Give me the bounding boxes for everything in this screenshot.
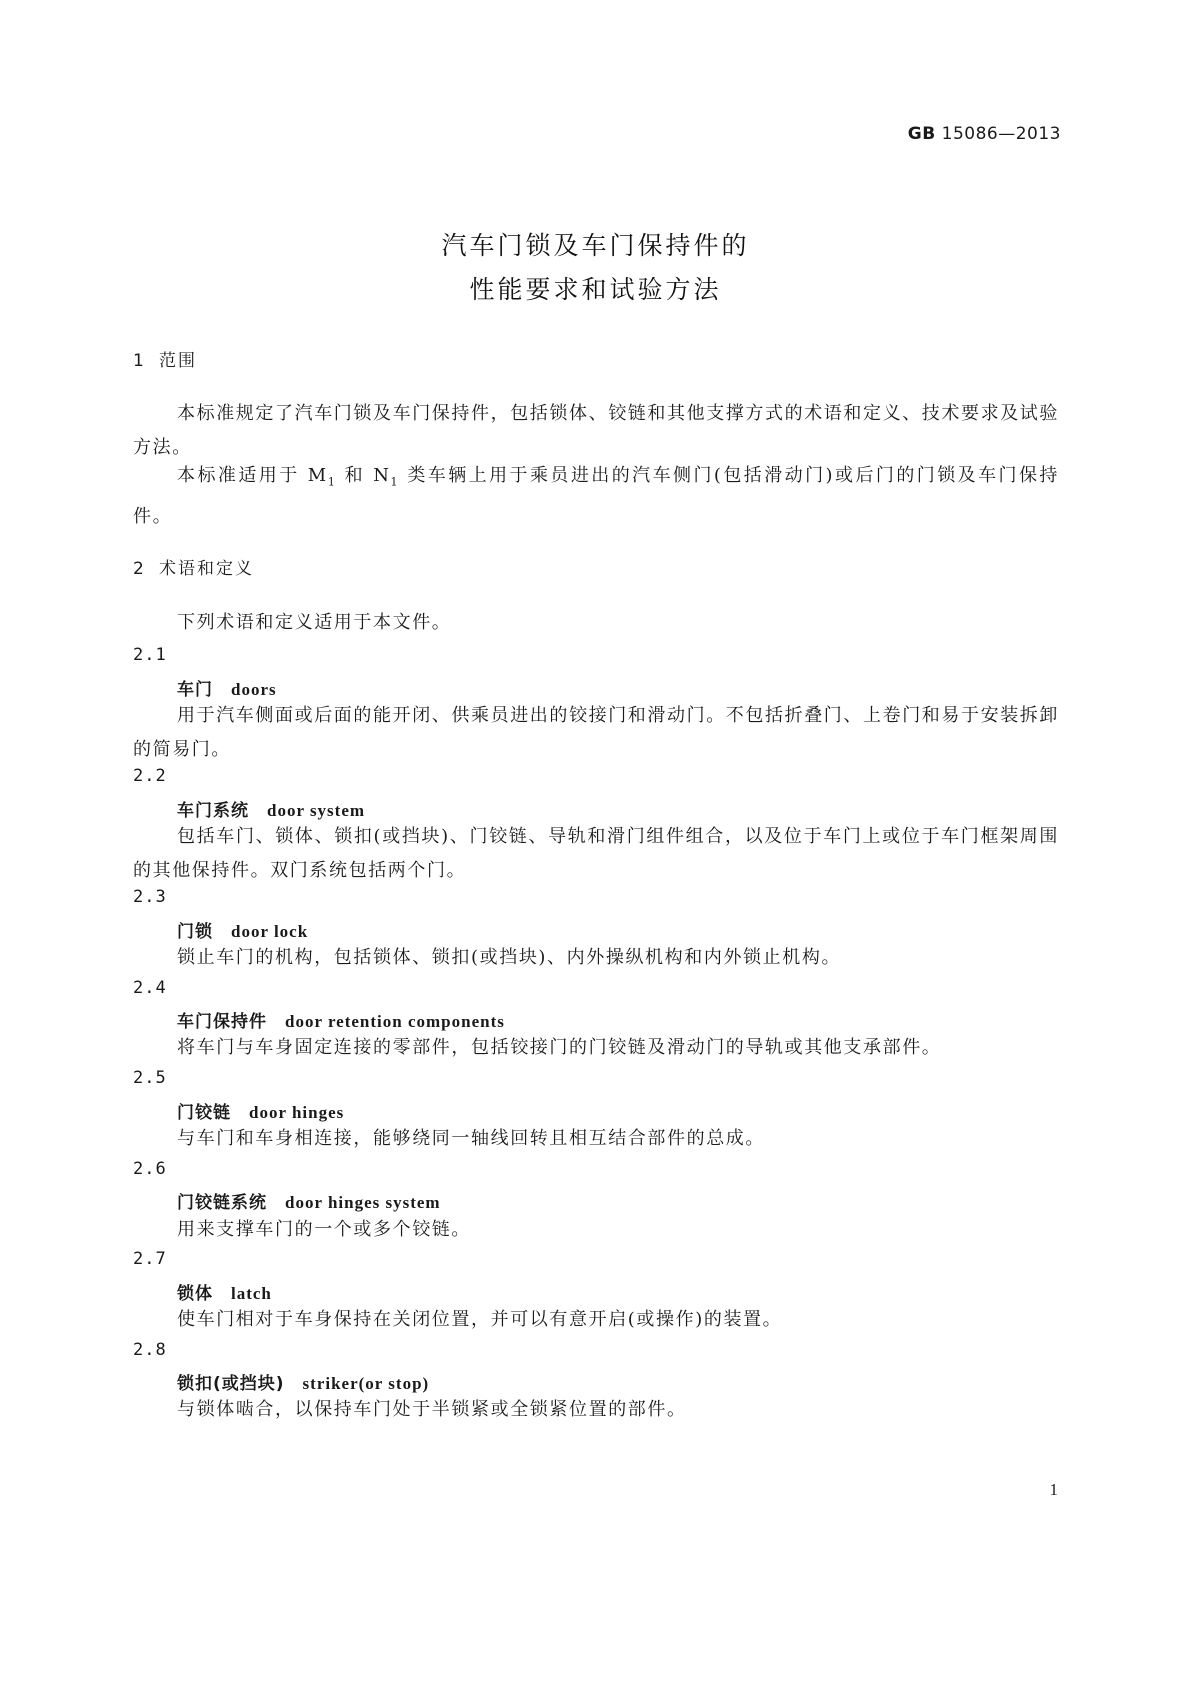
term-title: 锁扣(或挡块) striker(or stop) xyxy=(177,1374,430,1394)
section-title: 范围 xyxy=(159,351,197,371)
term-definition: 将车门与车身固定连接的零部件，包括铰接门的门铰链及滑动门的导轨或其他支承部件。 xyxy=(177,1037,942,1058)
term-definition: 包括车门、锁体、锁扣(或挡块)、门铰链、导轨和滑门组件组合，以及位于车门上或位于车门框架周围的其他保持件。双门系统包括两个门。 xyxy=(133,826,1059,881)
clause-number: 2.1 xyxy=(133,645,167,665)
term-title: 锁体 latch xyxy=(177,1284,272,1304)
section-1-heading xyxy=(133,346,197,371)
section-2-heading xyxy=(133,554,254,579)
scope-paragraph-1: 本标准规定了汽车门锁及车门保持件，包括锁体、铰链和其他支撑方式的术语和定义、技术要求及试验方法。 xyxy=(133,403,1059,458)
term-title: 车门 doors xyxy=(177,680,277,700)
document-title-line1: 汽车门锁及车门保持件的 xyxy=(441,231,750,260)
term-title: 门锁 door lock xyxy=(177,922,309,942)
clause-number: 2.5 xyxy=(133,1068,167,1088)
term-definition: 与车门和车身相连接，能够绕同一轴线回转且相互结合部件的总成。 xyxy=(177,1128,765,1149)
term-definition: 与锁体啮合，以保持车门处于半锁紧或全锁紧位置的部件。 xyxy=(177,1399,687,1420)
section-number: 1 xyxy=(133,351,146,371)
term-title: 门铰链 door hinges xyxy=(177,1103,345,1123)
standard-prefix: GB xyxy=(907,124,936,144)
term-title: 车门系统 door system xyxy=(177,801,366,821)
term-definition: 锁止车门的机构，包括锁体、锁扣(或挡块)、内外操纵机构和内外锁止机构。 xyxy=(177,947,842,968)
term-definition: 使车门相对于车身保持在关闭位置，并可以有意开启(或操作)的装置。 xyxy=(177,1309,783,1330)
clause-number: 2.2 xyxy=(133,766,167,786)
term-title: 车门保持件 door retention components xyxy=(177,1012,505,1032)
clause-number: 2.6 xyxy=(133,1159,167,1179)
terms-intro: 下列术语和定义适用于本文件。 xyxy=(177,612,452,633)
standard-number: 15086—2013 xyxy=(941,124,1061,144)
clause-number: 2.4 xyxy=(133,978,167,998)
standard-code xyxy=(908,124,1061,144)
clause-number: 2.3 xyxy=(133,887,167,907)
section-title: 术语和定义 xyxy=(159,559,254,579)
document-title-line2: 性能要求和试验方法 xyxy=(469,275,722,304)
term-definition: 用于汽车侧面或后面的能开闭、供乘员进出的铰接门和滑动门。不包括折叠门、上卷门和易于安装拆卸的简易门。 xyxy=(133,705,1059,760)
clause-number: 2.7 xyxy=(133,1249,167,1269)
page-number: 1 xyxy=(1049,1480,1058,1499)
scope-paragraph-2: 本标准适用于 $M_1$ 和 $N_1$ 类车辆上用于乘员进出的汽车侧门(包括滑动门)或后门的门锁及车门保持件。 xyxy=(133,465,1059,527)
clause-number: 2.8 xyxy=(133,1340,167,1360)
term-definition: 用来支撑车门的一个或多个铰链。 xyxy=(177,1219,471,1240)
section-number: 2 xyxy=(133,559,146,579)
term-title: 门铰链系统 door hinges system xyxy=(177,1193,441,1213)
